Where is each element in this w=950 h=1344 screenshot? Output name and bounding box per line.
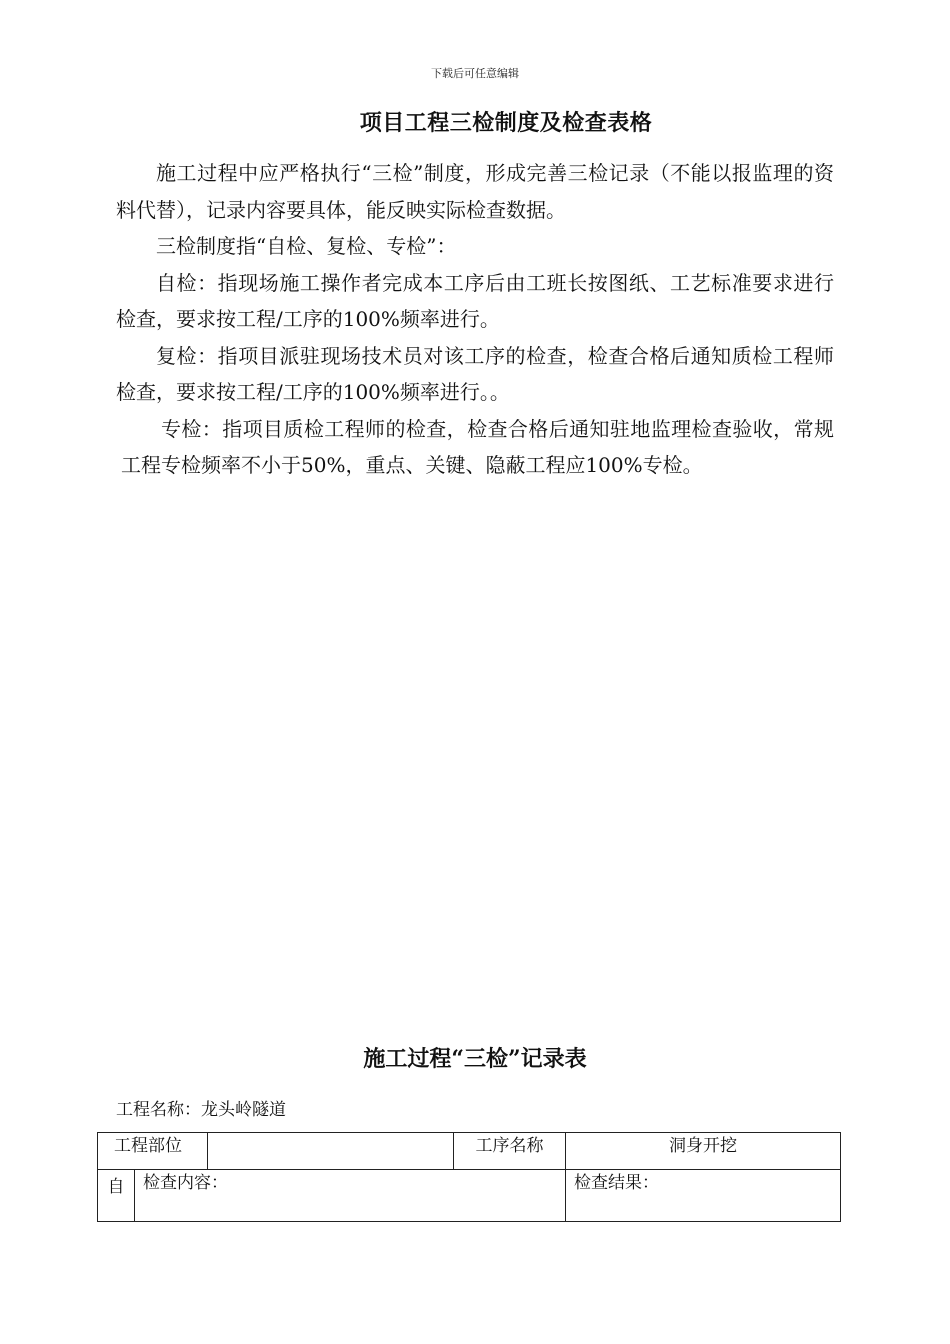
check-result-cell: 检查结果： (566, 1170, 841, 1222)
body-text (116, 155, 834, 484)
record-table-title: 施工过程“三检”记录表 (363, 1046, 587, 1072)
paragraph-definition: 三检制度指“自检、复检、专检”： (156, 234, 457, 258)
paragraph-self-check: 自检：指现场施工操作者完成本工序后由工班长按图纸、工艺标准要求进行检查，要求按工程/工序的100%频率进行。 (116, 270, 834, 331)
part-value-cell (208, 1133, 454, 1170)
paragraph-special-check: 专检：指项目质检工程师的检查，检查合格后通知驻地监理检查验收，常规工程专检频率不小于50%，重点、关键、隐蔽工程应100%专检。 (121, 416, 834, 477)
header-note: 下载后可任意编辑 (431, 67, 519, 80)
record-table (97, 1132, 841, 1222)
process-label-cell: 工序名称 (454, 1133, 566, 1170)
self-check-row-label: 自 (98, 1170, 135, 1222)
table-row (98, 1133, 841, 1170)
check-content-cell: 检查内容： (135, 1170, 566, 1222)
paragraph-intro: 施工过程中应严格执行“三检”制度，形成完善三检记录（不能以报监理的资料代替），记录内容要具体，能反映实际检查数据。 (116, 161, 834, 222)
part-label-cell: 工程部位 (98, 1133, 208, 1170)
project-name: 工程名称：龙头岭隧道 (116, 1100, 286, 1120)
table-row (98, 1170, 841, 1222)
document-title: 项目工程三检制度及检查表格 (359, 110, 653, 136)
process-value-cell: 洞身开挖 (566, 1133, 841, 1170)
paragraph-re-check: 复检：指项目派驻现场技术员对该工序的检查，检查合格后通知质检工程师检查，要求按工程/工序的100%频率进行。。 (116, 343, 834, 404)
